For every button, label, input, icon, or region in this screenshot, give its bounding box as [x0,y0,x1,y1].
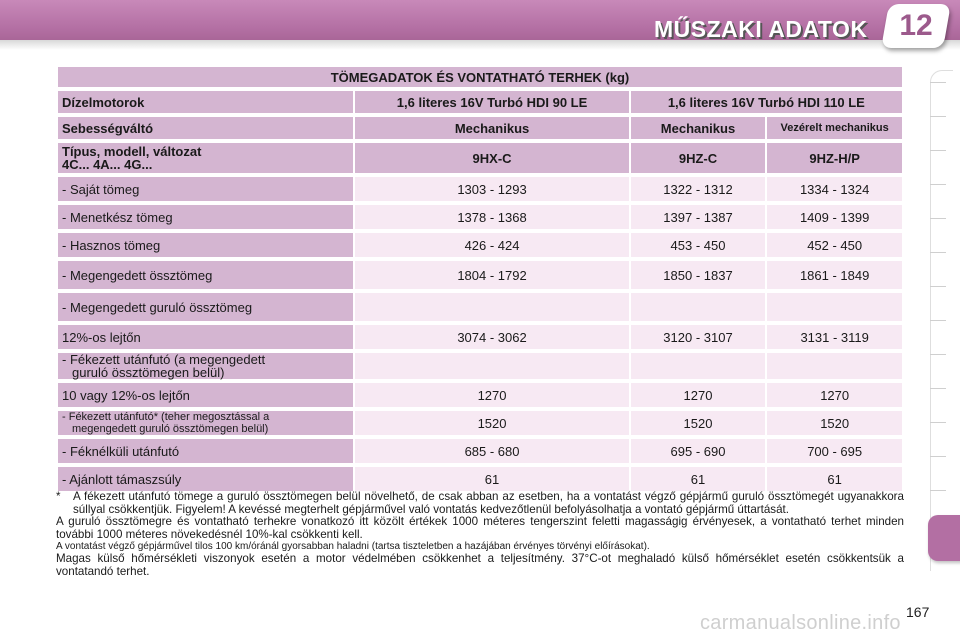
table-row [58,411,902,435]
row-label: - Ajánlott támaszsúly [58,467,353,491]
row-value: 61 [767,467,902,491]
row-value: 1270 [631,383,766,407]
engine-row [58,91,902,113]
footnote-star: * [56,490,61,503]
row-value: 695 - 690 [631,439,766,463]
row-value: 700 - 695 [767,439,902,463]
table-row [58,383,902,407]
row-value: 1270 [355,383,628,407]
rail-tick [930,218,946,219]
table-caption: TÖMEGADATOK ÉS VONTATHATÓ TERHEK (kg) [58,67,902,87]
engine-label: Dízelmotorok [58,91,353,113]
row-value: 1520 [631,411,766,435]
row-value: 685 - 680 [355,439,628,463]
rail-tick [930,116,946,117]
row-value: 1850 - 1837 [631,261,766,289]
table-row [58,261,902,289]
type-label-line2: 4C... 4A... 4G... [62,157,153,172]
table-row [58,205,902,229]
row-value: 1804 - 1792 [355,261,628,289]
type-3: 9HZ-H/P [767,143,902,173]
row-label-line1: - Fékezett utánfutó* (teher megosztással a [62,411,270,423]
rail-tick [930,150,946,151]
gearbox-2: Mechanikus [631,117,766,139]
row-value: 3074 - 3062 [355,325,628,349]
gearbox-row [58,117,902,139]
rail-tick [930,286,946,287]
page-title: MŰSZAKI ADATOK [654,16,868,42]
watermark: carmanualsonline.info [700,612,901,634]
rail-tick [930,456,946,457]
rail-tick [930,320,946,321]
row-value: 1520 [355,411,628,435]
row-value: 1303 - 1293 [355,177,628,201]
type-2: 9HZ-C [631,143,766,173]
row-label: - Féknélküli utánfutó [58,439,353,463]
row-value [631,353,766,379]
table-row [58,353,902,379]
table-row [58,293,902,321]
chapter-tab[interactable] [928,515,960,561]
footnote-text: A fékezett utánfutó tömege a guruló össztömegen belül növelhető, de csak abban az esetben, ha a vontatást végző gépjármű guruló össztömegét ugyanakkora súllyal csökkentjük. Figyelem! A kevéssé megterhelt gépjárművel való vontatás kedvezőtlenül befolyásolhatja a vontató gépjármű úttartását. [73,490,904,516]
rail-tick [930,184,946,185]
footnote [56,491,904,516]
row-value: 426 - 424 [355,233,628,257]
chapter-badge [881,4,951,48]
rail-tick [930,252,946,253]
row-value [631,293,766,321]
row-value: 1270 [767,383,902,407]
rail-tick [930,82,946,83]
row-value [355,293,628,321]
row-value [767,353,902,379]
rail-tick [930,354,946,355]
row-label-line1: - Fékezett utánfutó (a megengedett [62,352,266,367]
note-paragraph: A guruló össztömegre és vontatható terhekre vonatkozó itt közölt értékek 1000 méteres tengerszint feletti magasságig érvényesek, a vontatható terhet minden további 1000 méteres növekedésnél 10%-kal csökkenti kell. [56,515,904,541]
row-value: 1378 - 1368 [355,205,628,229]
type-label-line1: Típus, modell, változat [62,144,202,159]
row-value: 1520 [767,411,902,435]
row-value: 1322 - 1312 [631,177,766,201]
row-label [58,353,353,379]
row-label-line2: megengedett guruló össztömegen belül) [72,423,269,435]
table-row [58,325,902,349]
row-value: 3120 - 3107 [631,325,766,349]
row-label: - Megengedett össztömeg [58,261,353,289]
page-header [0,0,960,56]
type-label [58,143,353,173]
notes-section [56,491,904,578]
row-label-line2: guruló össztömegen belül) [72,365,225,380]
note-paragraph: Magas külső hőmérsékleti viszonyok esetén a motor védelmében csökkenhet a teljesítmény. 37°C-ot meghaladó külső hőmérséklet esetén csökkentsük a vontatandó terhet. [56,552,904,578]
row-value [355,353,628,379]
row-value: 1409 - 1399 [767,205,902,229]
gearbox-1: Mechanikus [355,117,628,139]
row-value: 452 - 450 [767,233,902,257]
row-value [767,293,902,321]
row-label: - Hasznos tömeg [58,233,353,257]
gearbox-label: Sebességváltó [58,117,353,139]
row-label: - Menetkész tömeg [58,205,353,229]
row-label: 10 vagy 12%-os lejtőn [58,383,353,407]
weights-table [56,63,904,495]
rail-tick [930,490,946,491]
table-row [58,439,902,463]
table-row [58,467,902,491]
row-label: 12%-os lejtőn [58,325,353,349]
engine-90: 1,6 literes 16V Turbó HDI 90 LE [355,91,628,113]
row-value: 1334 - 1324 [767,177,902,201]
rail-tick [930,422,946,423]
table-row [58,177,902,201]
row-value: 3131 - 3119 [767,325,902,349]
note-paragraph-small: A vontatást végző gépjárművel tilos 100 km/óránál gyorsabban haladni (tartsa tiszteletben a hazájában érvényes törvényi előírásokat). [56,541,650,552]
type-1: 9HX-C [355,143,628,173]
rail-tick [930,388,946,389]
type-row [58,143,902,173]
chapter-number: 12 [899,9,933,42]
row-value: 1397 - 1387 [631,205,766,229]
row-value: 1861 - 1849 [767,261,902,289]
row-value: 61 [355,467,628,491]
page-number: 167 [906,604,930,620]
table-row [58,233,902,257]
row-label: - Megengedett guruló össztömeg [58,293,353,321]
row-label [58,411,353,435]
engine-110: 1,6 literes 16V Turbó HDI 110 LE [631,91,902,113]
gearbox-3: Vezérelt mechanikus [767,117,902,139]
row-label: - Saját tömeg [58,177,353,201]
row-value: 61 [631,467,766,491]
row-value: 453 - 450 [631,233,766,257]
